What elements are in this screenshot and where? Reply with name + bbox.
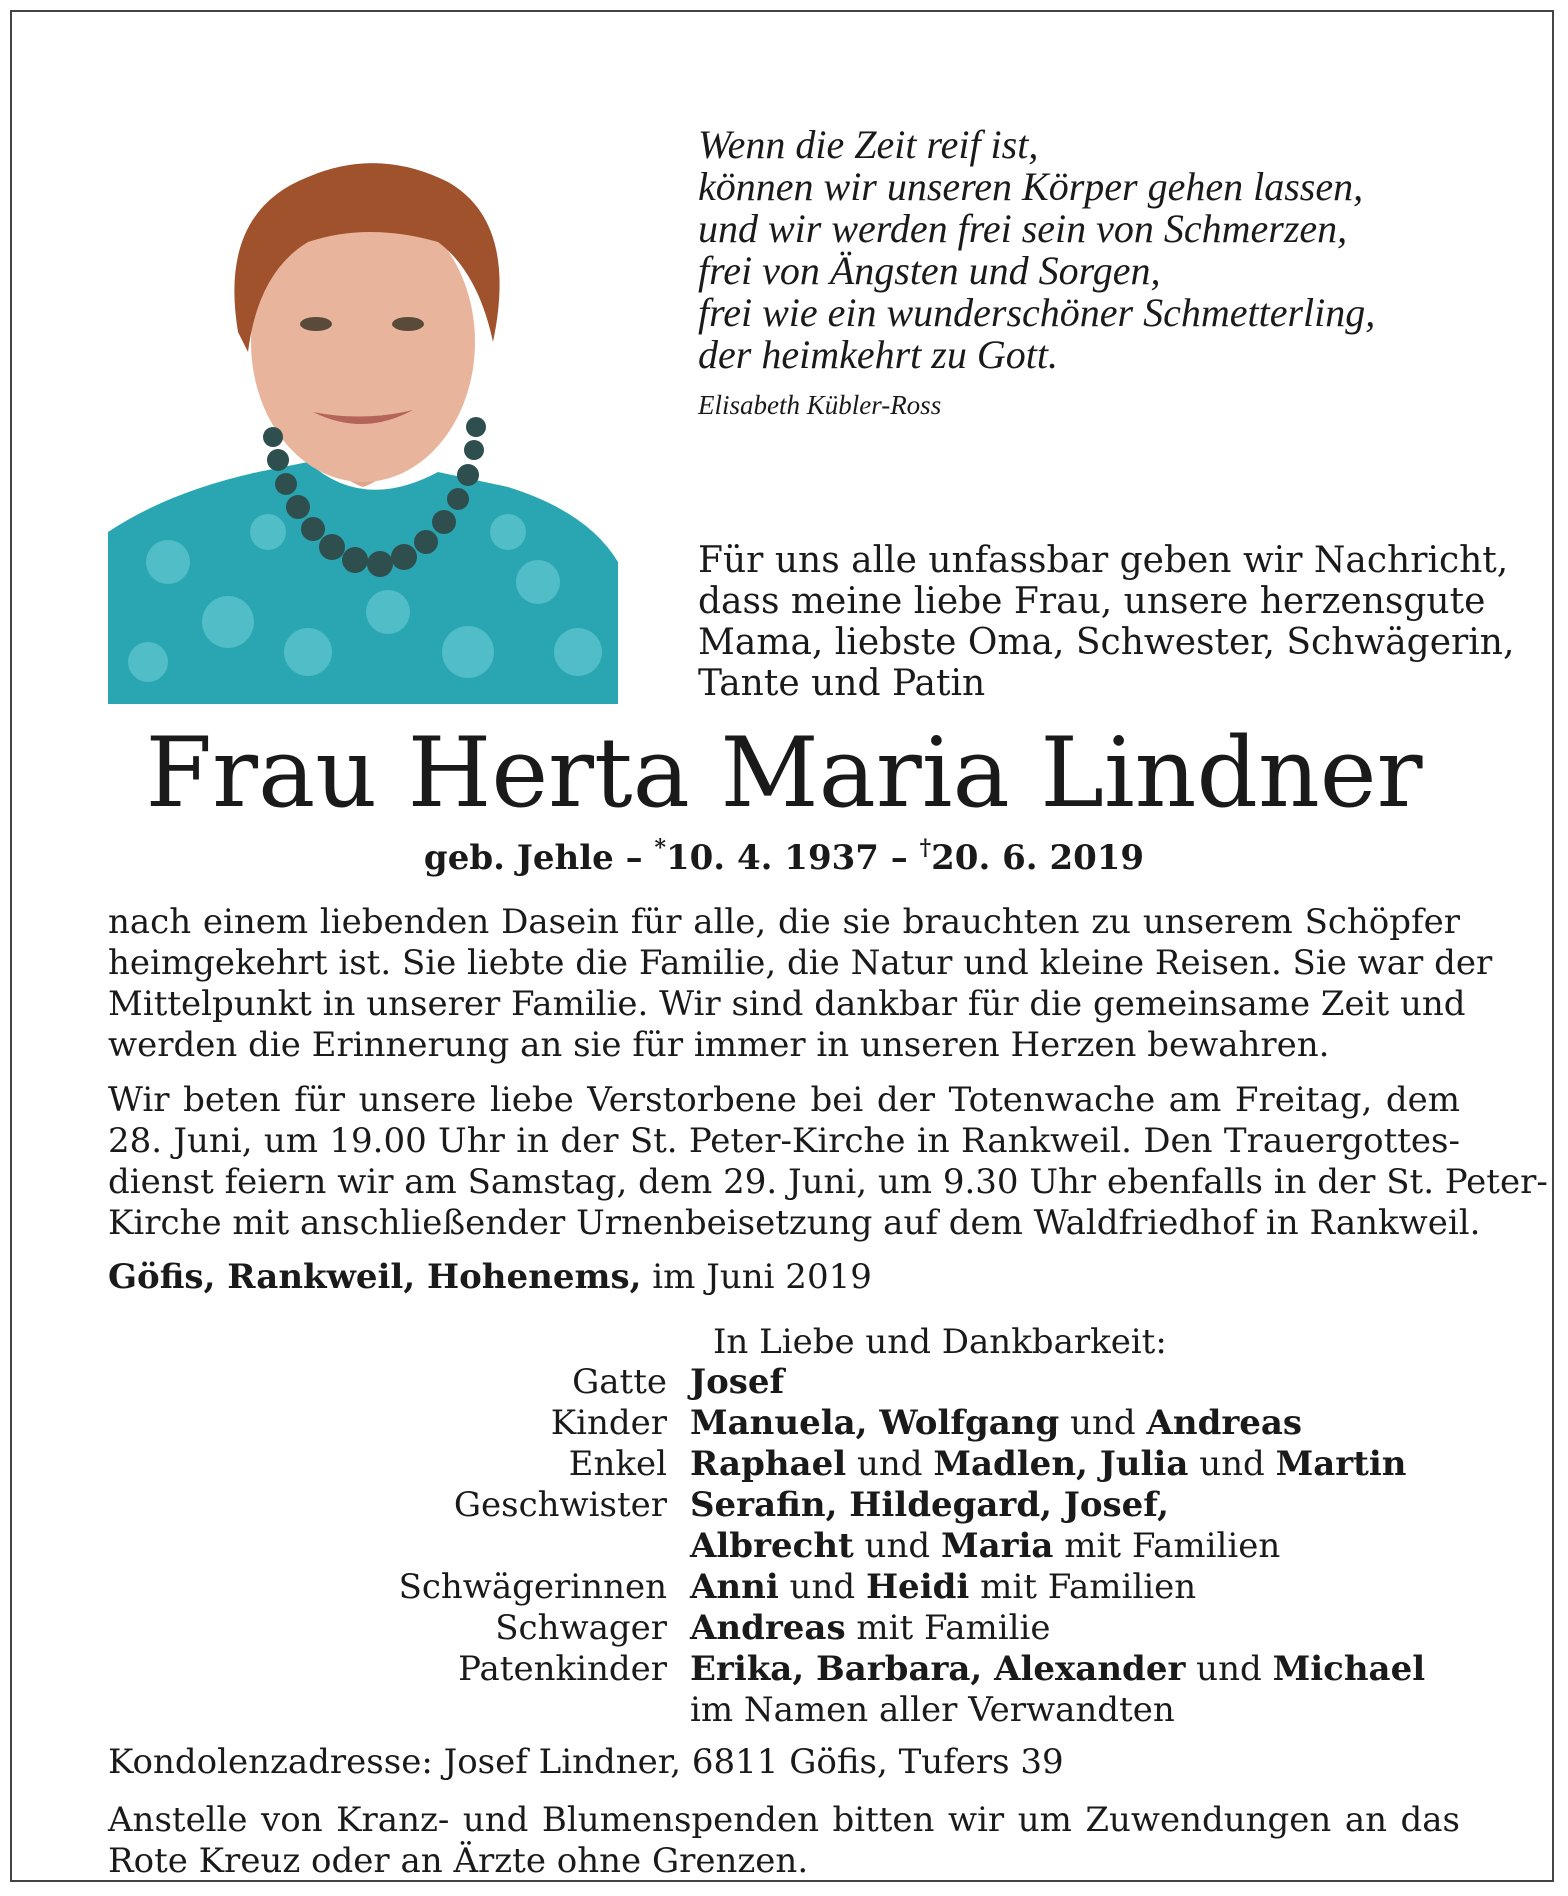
intro-line: Mama, liebste Oma, Schwester, Schwägerin,	[698, 622, 1515, 663]
connector-text: im Namen aller Verwandten	[690, 1690, 1175, 1730]
relation-label: Patenkinder	[458, 1649, 667, 1689]
donation-note	[108, 1800, 1460, 1882]
deceased-name: Frau Herta Maria Lindner	[145, 717, 1423, 829]
body-line: werden die Erinnerung an sie für immer in unseren Herzen bewahren.	[108, 1025, 1330, 1065]
body-paragraph-2	[108, 1080, 1548, 1244]
place-date	[108, 1257, 872, 1298]
relative-name: Anni	[690, 1567, 779, 1607]
relative-names	[690, 1444, 1407, 1485]
portrait-photo	[108, 92, 618, 704]
poem-line: der heimkehrt zu Gott.	[698, 332, 1058, 377]
separator: –	[625, 838, 643, 878]
connector-text: mit Familien	[969, 1567, 1197, 1607]
poem-line: frei von Ängsten und Sorgen,	[698, 248, 1161, 293]
announcement-intro	[698, 540, 1515, 704]
death-symbol: †	[919, 835, 932, 861]
relative-name: Andreas	[690, 1608, 846, 1648]
relative-names	[690, 1485, 1169, 1526]
donation-line: Rote Kreuz oder an Ärzte ohne Grenzen.	[108, 1841, 809, 1881]
relative-names	[690, 1649, 1425, 1690]
relative-names	[690, 1608, 1051, 1649]
body-line: 28. Juni, um 19.00 Uhr in der St. Peter-Kirche in Rankweil. Den Trauergottes-	[108, 1121, 1460, 1161]
intro-line: Für uns alle unfassbar geben wir Nachricht,	[698, 540, 1509, 581]
connector-text: und	[1059, 1403, 1147, 1443]
family-row	[300, 1485, 1500, 1526]
relative-name: Erika, Barbara, Alexander	[690, 1649, 1186, 1689]
connector-text: und	[853, 1526, 941, 1566]
relative-name: Manuela, Wolfgang	[690, 1403, 1060, 1443]
life-dates	[0, 835, 1568, 878]
relative-names	[690, 1362, 784, 1403]
separator: –	[890, 838, 908, 878]
relation-label: Schwager	[495, 1608, 667, 1648]
relative-name: Heidi	[865, 1567, 970, 1607]
birth-symbol: *	[654, 835, 666, 861]
poem-line: können wir unseren Körper gehen lassen,	[698, 164, 1364, 209]
poem-line: Wenn die Zeit reif ist,	[698, 122, 1039, 167]
relative-names	[690, 1690, 1175, 1731]
family-row	[300, 1608, 1500, 1649]
towns: Göfis, Rankweil, Hohenems,	[108, 1257, 642, 1297]
body-paragraph-1	[108, 902, 1493, 1066]
family-row	[300, 1362, 1500, 1403]
connector-text: mit Familie	[845, 1608, 1051, 1648]
relative-name: Serafin, Hildegard, Josef,	[690, 1485, 1170, 1525]
condolence-address: Kondolenzadresse: Josef Lindner, 6811 Göfis, Tufers 39	[108, 1742, 1064, 1782]
month-year: im Juni 2019	[652, 1257, 872, 1297]
relation-label: Geschwister	[453, 1485, 667, 1525]
poem-line: und wir werden frei sein von Schmerzen,	[698, 206, 1348, 251]
family-row	[300, 1403, 1500, 1444]
connector-text: und	[1188, 1444, 1276, 1484]
relative-name: Michael	[1272, 1649, 1426, 1689]
relation-label: Kinder	[550, 1403, 667, 1443]
maiden-name: geb. Jehle	[423, 838, 614, 878]
poem-author: Elisabeth Kübler-Ross	[698, 390, 942, 420]
connector-text: und	[846, 1444, 934, 1484]
poem-quote	[698, 124, 1458, 420]
family-list	[300, 1362, 1500, 1731]
body-line: heimgekehrt ist. Sie liebte die Familie, die Natur und kleine Reisen. Sie war der	[108, 943, 1493, 983]
relative-name: Josef	[690, 1362, 785, 1402]
connector-text: und	[778, 1567, 866, 1607]
family-row	[300, 1526, 1500, 1567]
relative-names	[690, 1403, 1302, 1444]
birth-date: 10. 4. 1937	[665, 838, 879, 878]
body-line: Kirche mit anschließender Urnenbeisetzung auf dem Waldfriedhof in Rankweil.	[108, 1203, 1481, 1243]
body-line: Wir beten für unsere liebe Verstorbene bei der Totenwache am Freitag, dem	[108, 1080, 1460, 1120]
relative-name: Andreas	[1146, 1403, 1303, 1443]
connector-text: und	[1185, 1649, 1273, 1689]
body-line: nach einem liebenden Dasein für alle, die sie brauchten zu unserem Schöpfer	[108, 902, 1460, 942]
family-row	[300, 1567, 1500, 1608]
relation-label: Enkel	[568, 1444, 667, 1484]
thanks-line: In Liebe und Dankbarkeit:	[713, 1322, 1167, 1362]
relation-label	[300, 1690, 690, 1731]
relative-name: Albrecht	[690, 1526, 854, 1566]
relative-names	[690, 1567, 1196, 1608]
relative-name: Martin	[1275, 1444, 1407, 1484]
relative-name: Raphael	[690, 1444, 847, 1484]
donation-line: Anstelle von Kranz- und Blumenspenden bitten wir um Zuwendungen an das	[108, 1800, 1460, 1840]
poem-line: frei wie ein wunderschöner Schmetterling,	[698, 290, 1376, 335]
relation-label: Gatte	[572, 1362, 667, 1402]
intro-line: dass meine liebe Frau, unsere herzensgute	[698, 581, 1486, 622]
death-date: 20. 6. 2019	[931, 838, 1145, 878]
body-line: Mittelpunkt in unserer Familie. Wir sind dankbar für die gemeinsame Zeit und	[108, 984, 1466, 1024]
family-row	[300, 1690, 1500, 1731]
family-row	[300, 1444, 1500, 1485]
relative-name: Madlen, Julia	[933, 1444, 1189, 1484]
relative-name: Maria	[940, 1526, 1054, 1566]
relation-label	[300, 1526, 690, 1567]
family-row	[300, 1649, 1500, 1690]
relative-names	[690, 1526, 1280, 1567]
body-line: dienst feiern wir am Samstag, dem 29. Juni, um 9.30 Uhr ebenfalls in der St. Peter-	[108, 1162, 1548, 1202]
intro-line: Tante und Patin	[698, 663, 986, 704]
relation-label: Schwägerinnen	[398, 1567, 667, 1607]
connector-text: mit Familien	[1053, 1526, 1281, 1566]
portrait-image	[108, 92, 618, 704]
